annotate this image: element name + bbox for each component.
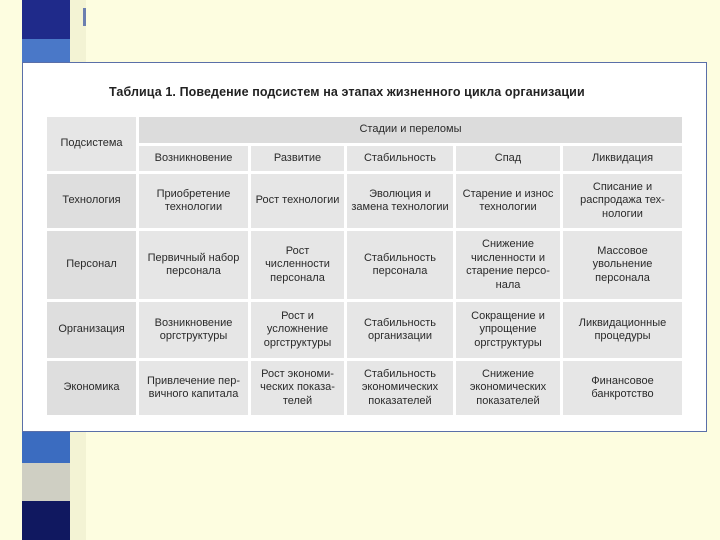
table-cell: Рост и усложнение оргструктуры <box>251 302 344 358</box>
table-cell: Старение и износ технологии <box>456 174 560 228</box>
table-cell: Эволюция и замена технологии <box>347 174 453 228</box>
stage-header: Стабильность <box>347 146 453 171</box>
table-cell: Стабильность экономических показателей <box>347 361 453 415</box>
table-cell: Возникновение оргструктуры <box>139 302 248 358</box>
stages-header: Стадии и переломы <box>139 117 682 143</box>
table-cell: Финансовое банкротство <box>563 361 682 415</box>
stage-header: Возникновение <box>139 146 248 171</box>
slide-card <box>22 62 707 432</box>
stage-header: Ликвидация <box>563 146 682 171</box>
stage-header: Спад <box>456 146 560 171</box>
table-cell: Рост технологии <box>251 174 344 228</box>
table-cell: Первичный набор персонала <box>139 231 248 299</box>
strip-block <box>22 463 70 502</box>
table-cell: Ликвидационные процедуры <box>563 302 682 358</box>
stage-header: Развитие <box>251 146 344 171</box>
table-cell: Приобретение технологии <box>139 174 248 228</box>
strip-block <box>22 501 70 540</box>
row-header-organization: Организация <box>47 302 136 358</box>
table-cell: Массовое увольнение персонала <box>563 231 682 299</box>
lifecycle-table <box>47 117 682 415</box>
table-cell: Списание и распродажа тех-нологии <box>563 174 682 228</box>
table-cell: Снижение экономических показателей <box>456 361 560 415</box>
table-cell: Стабильность персонала <box>347 231 453 299</box>
strip-block <box>22 0 70 39</box>
table-cell: Стабильность организации <box>347 302 453 358</box>
table-cell: Привлечение пер-вичного капитала <box>139 361 248 415</box>
row-header-economy: Экономика <box>47 361 136 415</box>
row-header-personnel: Персонал <box>47 231 136 299</box>
table-cell: Снижение численности и старение персо-нала <box>456 231 560 299</box>
table-cell: Рост экономи-ческих показа-телей <box>251 361 344 415</box>
table-cell: Сокращение и упрощение оргструктуры <box>456 302 560 358</box>
table-title: Таблица 1. Поведение подсистем на этапах жизненного цикла организации <box>109 85 585 99</box>
table-cell: Рост численности персонала <box>251 231 344 299</box>
row-header-technology: Технология <box>47 174 136 228</box>
decorative-small-bar <box>83 8 86 26</box>
table-corner-header: Подсистема <box>47 117 136 171</box>
